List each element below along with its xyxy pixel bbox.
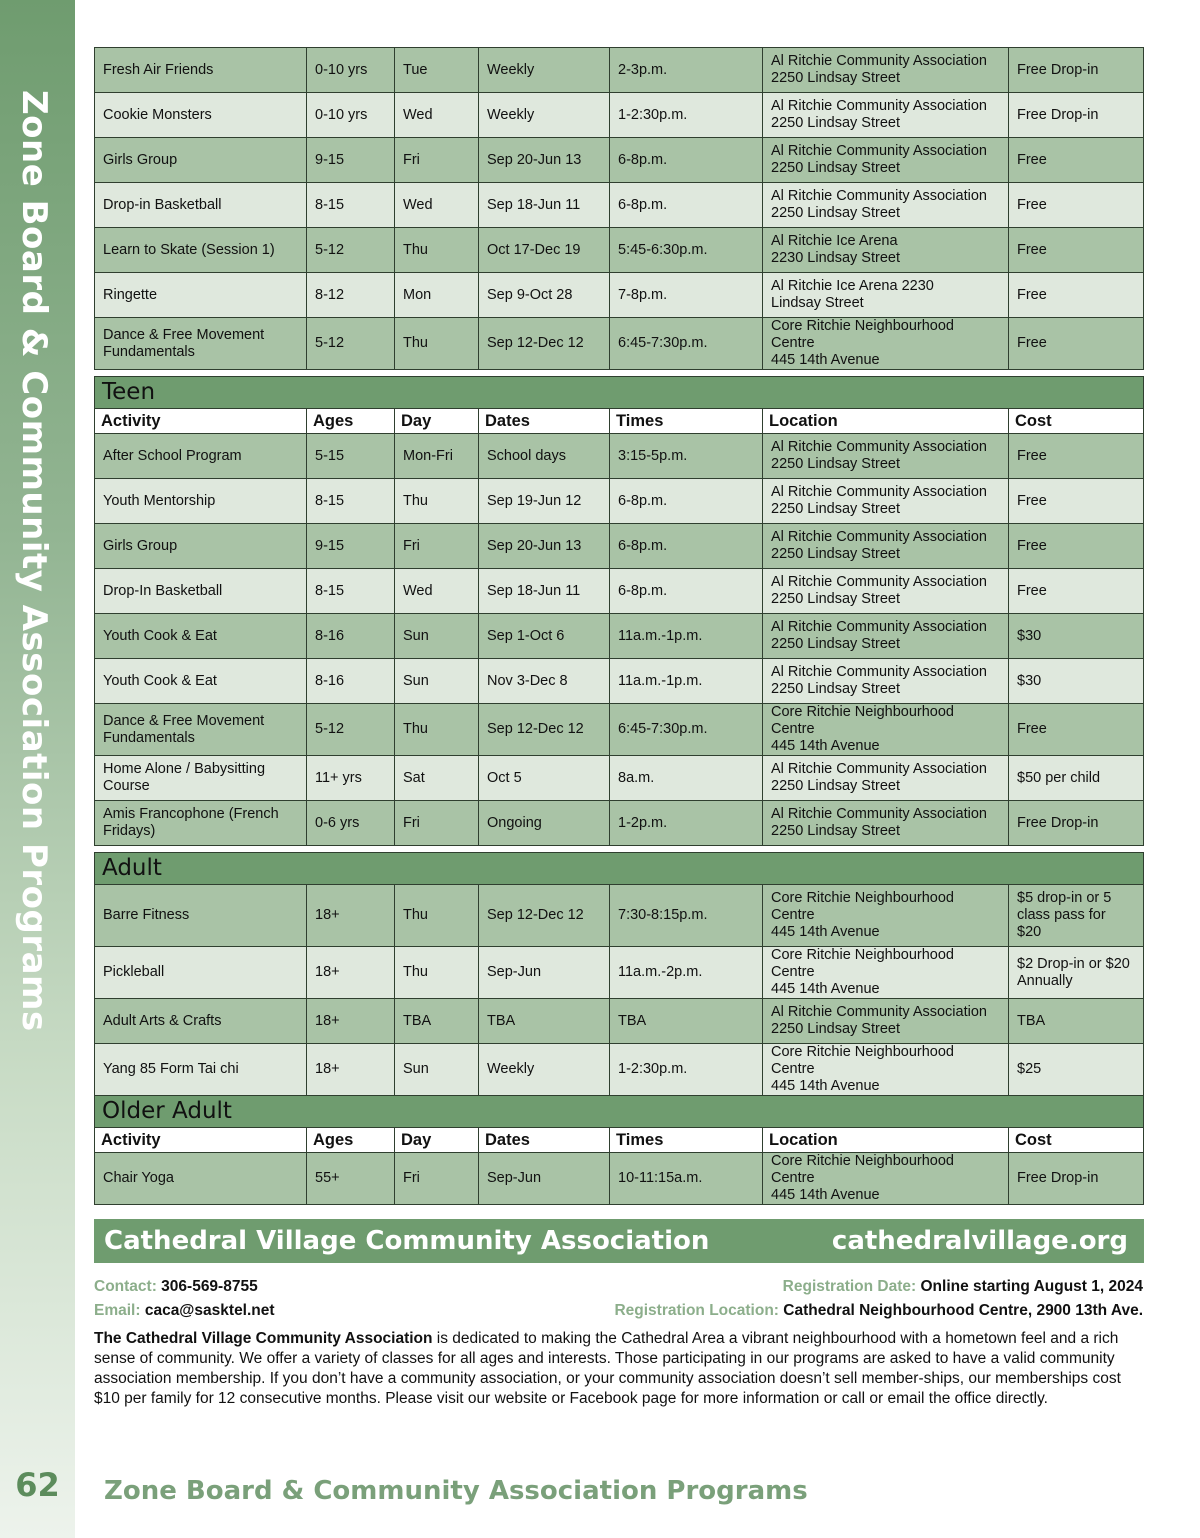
table-cell: Girls Group	[95, 138, 307, 183]
table-cell: Fresh Air Friends	[95, 48, 307, 93]
table-cell: 8-16	[307, 614, 395, 659]
table-cell: Free	[1009, 273, 1144, 318]
description-bold: The Cathedral Village Community Association	[94, 1330, 433, 1347]
column-header: Cost	[1009, 409, 1144, 434]
table-cell: 6-8p.m.	[610, 479, 763, 524]
table-cell: 8-15	[307, 569, 395, 614]
table-cell: 8-15	[307, 479, 395, 524]
table-cell: Adult Arts & Crafts	[95, 999, 307, 1044]
table-cell: Al Ritchie Ice Arena 2230 Lindsay Street	[763, 228, 1009, 273]
table-cell: School days	[479, 434, 610, 479]
column-header: Dates	[479, 1128, 610, 1153]
table-cell: Core Ritchie Neighbourhood Centre 445 14th Avenue	[763, 1044, 1009, 1096]
table-cell: 10-11:15a.m.	[610, 1153, 763, 1205]
table-cell: $30	[1009, 614, 1144, 659]
table-cell: $5 drop-in or 5 class pass for $20	[1009, 885, 1144, 947]
table-cell: 6-8p.m.	[610, 183, 763, 228]
association-website-link[interactable]: cathedralvillage.org	[831, 1226, 1128, 1256]
footer-title: Zone Board & Community Association Programs	[104, 1476, 808, 1506]
table-cell: Free	[1009, 228, 1144, 273]
table-cell: Cookie Monsters	[95, 93, 307, 138]
table-row	[95, 434, 1144, 479]
table-cell: Youth Cook & Eat	[95, 659, 307, 704]
table-row	[95, 704, 1144, 756]
table-cell: 7-8p.m.	[610, 273, 763, 318]
adult-programs-table	[94, 852, 1143, 1096]
table-cell: Core Ritchie Neighbourhood Centre 445 14th Avenue	[763, 704, 1009, 756]
table-cell: 5:45-6:30p.m.	[610, 228, 763, 273]
table-cell: 1-2:30p.m.	[610, 93, 763, 138]
table-cell: Al Ritchie Community Association 2250 Lindsay Street	[763, 756, 1009, 801]
table-cell: Al Ritchie Community Association 2250 Lindsay Street	[763, 138, 1009, 183]
table-cell: 8a.m.	[610, 756, 763, 801]
table-cell: Al Ritchie Community Association 2250 Lindsay Street	[763, 524, 1009, 569]
table-cell: Home Alone / Babysitting Course	[95, 756, 307, 801]
table-cell: 5-12	[307, 228, 395, 273]
table-cell: Sep 19-Jun 12	[479, 479, 610, 524]
table-cell: Free	[1009, 524, 1144, 569]
table-cell: Learn to Skate (Session 1)	[95, 228, 307, 273]
table-cell: 6-8p.m.	[610, 138, 763, 183]
table-row	[95, 48, 1144, 93]
table-cell: Yang 85 Form Tai chi	[95, 1044, 307, 1096]
section-title: Teen	[95, 377, 1144, 409]
table-cell: 5-15	[307, 434, 395, 479]
section-title-row	[95, 1096, 1144, 1128]
association-name: Cathedral Village Community Association	[104, 1226, 710, 1256]
table-cell: Oct 17-Dec 19	[479, 228, 610, 273]
table-cell: Thu	[395, 947, 479, 999]
table-cell: Girls Group	[95, 524, 307, 569]
table-cell: TBA	[610, 999, 763, 1044]
table-cell: Sep 20-Jun 13	[479, 524, 610, 569]
column-header-row	[95, 1128, 1144, 1153]
table-cell: Pickleball	[95, 947, 307, 999]
column-header: Activity	[95, 409, 307, 434]
table-cell: 1-2:30p.m.	[610, 1044, 763, 1096]
table-cell: Ringette	[95, 273, 307, 318]
table-cell: Al Ritchie Community Association 2250 Lindsay Street	[763, 434, 1009, 479]
table-cell: Tue	[395, 48, 479, 93]
table-cell: Free Drop-in	[1009, 801, 1144, 846]
table-cell: Fri	[395, 1153, 479, 1205]
table-cell: Weekly	[479, 1044, 610, 1096]
table-row	[95, 273, 1144, 318]
table-cell: Al Ritchie Community Association 2250 Lindsay Street	[763, 48, 1009, 93]
table-cell: Weekly	[479, 93, 610, 138]
table-cell: Core Ritchie Neighbourhood Centre 445 14th Avenue	[763, 1153, 1009, 1205]
table-cell: $30	[1009, 659, 1144, 704]
table-cell: Wed	[395, 93, 479, 138]
table-row	[95, 1044, 1144, 1096]
table-cell: 11a.m.-1p.m.	[610, 614, 763, 659]
table-cell: 11+ yrs	[307, 756, 395, 801]
table-cell: 0-10 yrs	[307, 93, 395, 138]
table-cell: Free	[1009, 704, 1144, 756]
table-cell: Thu	[395, 704, 479, 756]
section-title-row	[95, 853, 1144, 885]
table-cell: After School Program	[95, 434, 307, 479]
registration-location-value: Cathedral Neighbourhood Centre, 2900 13th Ave.	[783, 1302, 1143, 1319]
registration-date-line	[783, 1278, 1143, 1296]
email-link[interactable]: caca@sasktel.net	[144, 1302, 275, 1319]
table-cell: Nov 3-Dec 8	[479, 659, 610, 704]
table-row	[95, 885, 1144, 947]
table-row	[95, 999, 1144, 1044]
table-cell: $2 Drop-in or $20 Annually	[1009, 947, 1144, 999]
table-cell: 1-2p.m.	[610, 801, 763, 846]
description-text: is dedicated to making the Cathedral Area a vibrant neighbourhood with a hometown feel and a rich sense of community. We offer a variety of classes for all ages and interests. Those participating in our programs are asked to have a valid community association membership. If you don’t have a community association, or your community association doesn’t sell member-ships, our memberships cost $10 per family for 12 consecutive months. Please visit our website or Facebook page for more information or call or email the office directly.	[94, 1330, 1121, 1407]
table-cell: Ongoing	[479, 801, 610, 846]
table-row	[95, 614, 1144, 659]
table-cell: Al Ritchie Community Association 2250 Lindsay Street	[763, 479, 1009, 524]
column-header: Dates	[479, 409, 610, 434]
contact-label: Contact:	[94, 1278, 157, 1295]
table-cell: Wed	[395, 183, 479, 228]
table-cell: Al Ritchie Community Association 2250 Lindsay Street	[763, 569, 1009, 614]
table-row	[95, 138, 1144, 183]
column-header: Times	[610, 409, 763, 434]
table-cell: Fri	[395, 524, 479, 569]
table-cell: 6-8p.m.	[610, 524, 763, 569]
teen-programs-table	[94, 376, 1143, 846]
table-cell: Free Drop-in	[1009, 93, 1144, 138]
table-row	[95, 947, 1144, 999]
table-cell: Dance & Free Movement Fundamentals	[95, 704, 307, 756]
table-cell: Thu	[395, 479, 479, 524]
table-cell: Sun	[395, 614, 479, 659]
table-cell: 18+	[307, 885, 395, 947]
column-header: Times	[610, 1128, 763, 1153]
table-cell: 8-16	[307, 659, 395, 704]
table-cell: Thu	[395, 228, 479, 273]
table-cell: Mon-Fri	[395, 434, 479, 479]
table-cell: 0-6 yrs	[307, 801, 395, 846]
table-cell: 5-12	[307, 704, 395, 756]
table-cell: $25	[1009, 1044, 1144, 1096]
table-row	[95, 93, 1144, 138]
older-adult-programs-table	[94, 1095, 1143, 1205]
table-cell: Wed	[395, 569, 479, 614]
column-header: Activity	[95, 1128, 307, 1153]
table-cell: 6:45-7:30p.m.	[610, 318, 763, 370]
table-cell: Al Ritchie Community Association 2250 Lindsay Street	[763, 999, 1009, 1044]
table-cell: TBA	[479, 999, 610, 1044]
table-cell: 6-8p.m.	[610, 569, 763, 614]
association-banner	[94, 1219, 1144, 1263]
column-header: Location	[763, 409, 1009, 434]
table-cell: 18+	[307, 1044, 395, 1096]
contact-phone[interactable]: 306-569-8755	[161, 1278, 258, 1295]
table-cell: Free	[1009, 318, 1144, 370]
table-cell: Barre Fitness	[95, 885, 307, 947]
table-cell: Sun	[395, 659, 479, 704]
column-header: Ages	[307, 409, 395, 434]
table-cell: Sat	[395, 756, 479, 801]
table-cell: Core Ritchie Neighbourhood Centre 445 14th Avenue	[763, 318, 1009, 370]
table-cell: 55+	[307, 1153, 395, 1205]
column-header: Ages	[307, 1128, 395, 1153]
table-cell: Free	[1009, 569, 1144, 614]
column-header-row	[95, 409, 1144, 434]
table-cell: Weekly	[479, 48, 610, 93]
table-cell: 3:15-5p.m.	[610, 434, 763, 479]
table-cell: Sep 9-Oct 28	[479, 273, 610, 318]
table-cell: 6:45-7:30p.m.	[610, 704, 763, 756]
table-cell: Fri	[395, 138, 479, 183]
column-header: Day	[395, 409, 479, 434]
column-header: Cost	[1009, 1128, 1144, 1153]
section-title: Older Adult	[95, 1096, 1144, 1128]
table-cell: Sep-Jun	[479, 947, 610, 999]
table-row	[95, 183, 1144, 228]
table-cell: Al Ritchie Community Association 2250 Lindsay Street	[763, 659, 1009, 704]
table-cell: Al Ritchie Ice Arena 2230 Lindsay Street	[763, 273, 1009, 318]
table-cell: Al Ritchie Community Association 2250 Lindsay Street	[763, 614, 1009, 659]
table-cell: Sun	[395, 1044, 479, 1096]
table-cell: Chair Yoga	[95, 1153, 307, 1205]
table-cell: Free	[1009, 183, 1144, 228]
table-cell: 7:30-8:15p.m.	[610, 885, 763, 947]
table-cell: Dance & Free Movement Fundamentals	[95, 318, 307, 370]
table-cell: Sep 1-Oct 6	[479, 614, 610, 659]
table-row	[95, 756, 1144, 801]
table-cell: Core Ritchie Neighbourhood Centre 445 14th Avenue	[763, 885, 1009, 947]
table-cell: Al Ritchie Community Association 2250 Lindsay Street	[763, 801, 1009, 846]
table-cell: Fri	[395, 801, 479, 846]
table-row	[95, 659, 1144, 704]
table-cell: 2-3p.m.	[610, 48, 763, 93]
table-row	[95, 228, 1144, 273]
association-description	[94, 1329, 1146, 1409]
table-cell: 18+	[307, 999, 395, 1044]
table-cell: 9-15	[307, 138, 395, 183]
table-row	[95, 801, 1144, 846]
table-cell: Sep 18-Jun 11	[479, 569, 610, 614]
table-cell: 9-15	[307, 524, 395, 569]
table-cell: Sep 12-Dec 12	[479, 318, 610, 370]
table-cell: Sep 12-Dec 12	[479, 885, 610, 947]
table-cell: 8-12	[307, 273, 395, 318]
registration-location-label: Registration Location:	[614, 1302, 779, 1319]
table-cell: TBA	[395, 999, 479, 1044]
column-header: Day	[395, 1128, 479, 1153]
table-cell: Free Drop-in	[1009, 1153, 1144, 1205]
youth-programs-table	[94, 47, 1143, 370]
table-cell: Al Ritchie Community Association 2250 Lindsay Street	[763, 183, 1009, 228]
contact-line	[94, 1278, 258, 1296]
table-cell: TBA	[1009, 999, 1144, 1044]
table-cell: Sep 12-Dec 12	[479, 704, 610, 756]
table-cell: Free	[1009, 434, 1144, 479]
table-cell: 11a.m.-1p.m.	[610, 659, 763, 704]
table-row	[95, 479, 1144, 524]
table-cell: Sep 20-Jun 13	[479, 138, 610, 183]
table-cell: $50 per child	[1009, 756, 1144, 801]
table-cell: Free	[1009, 138, 1144, 183]
table-row	[95, 318, 1144, 370]
table-cell: Mon	[395, 273, 479, 318]
table-cell: 5-12	[307, 318, 395, 370]
sidebar-title: Zone Board & Community Association Programs	[14, 90, 54, 1032]
registration-location-line	[614, 1302, 1143, 1320]
table-row	[95, 569, 1144, 614]
table-cell: Sep-Jun	[479, 1153, 610, 1205]
table-cell: Al Ritchie Community Association 2250 Lindsay Street	[763, 93, 1009, 138]
table-row	[95, 1153, 1144, 1205]
table-cell: Youth Cook & Eat	[95, 614, 307, 659]
page-number: 62	[15, 1466, 60, 1504]
email-label: Email:	[94, 1302, 141, 1319]
table-cell: 11a.m.-2p.m.	[610, 947, 763, 999]
section-title: Adult	[95, 853, 1144, 885]
table-cell: 18+	[307, 947, 395, 999]
table-cell: Drop-In Basketball	[95, 569, 307, 614]
table-cell: Core Ritchie Neighbourhood Centre 445 14th Avenue	[763, 947, 1009, 999]
table-cell: 0-10 yrs	[307, 48, 395, 93]
sidebar	[0, 0, 75, 1538]
table-cell: Drop-in Basketball	[95, 183, 307, 228]
table-cell: Thu	[395, 885, 479, 947]
table-row	[95, 524, 1144, 569]
email-line	[94, 1302, 275, 1320]
table-cell: Sep 18-Jun 11	[479, 183, 610, 228]
table-cell: Thu	[395, 318, 479, 370]
table-cell: Free Drop-in	[1009, 48, 1144, 93]
table-cell: Youth Mentorship	[95, 479, 307, 524]
table-cell: 8-15	[307, 183, 395, 228]
table-cell: Free	[1009, 479, 1144, 524]
section-title-row	[95, 377, 1144, 409]
registration-date-value: Online starting August 1, 2024	[920, 1278, 1143, 1295]
table-cell: Amis Francophone (French Fridays)	[95, 801, 307, 846]
table-cell: Oct 5	[479, 756, 610, 801]
column-header: Location	[763, 1128, 1009, 1153]
registration-date-label: Registration Date:	[782, 1278, 917, 1295]
